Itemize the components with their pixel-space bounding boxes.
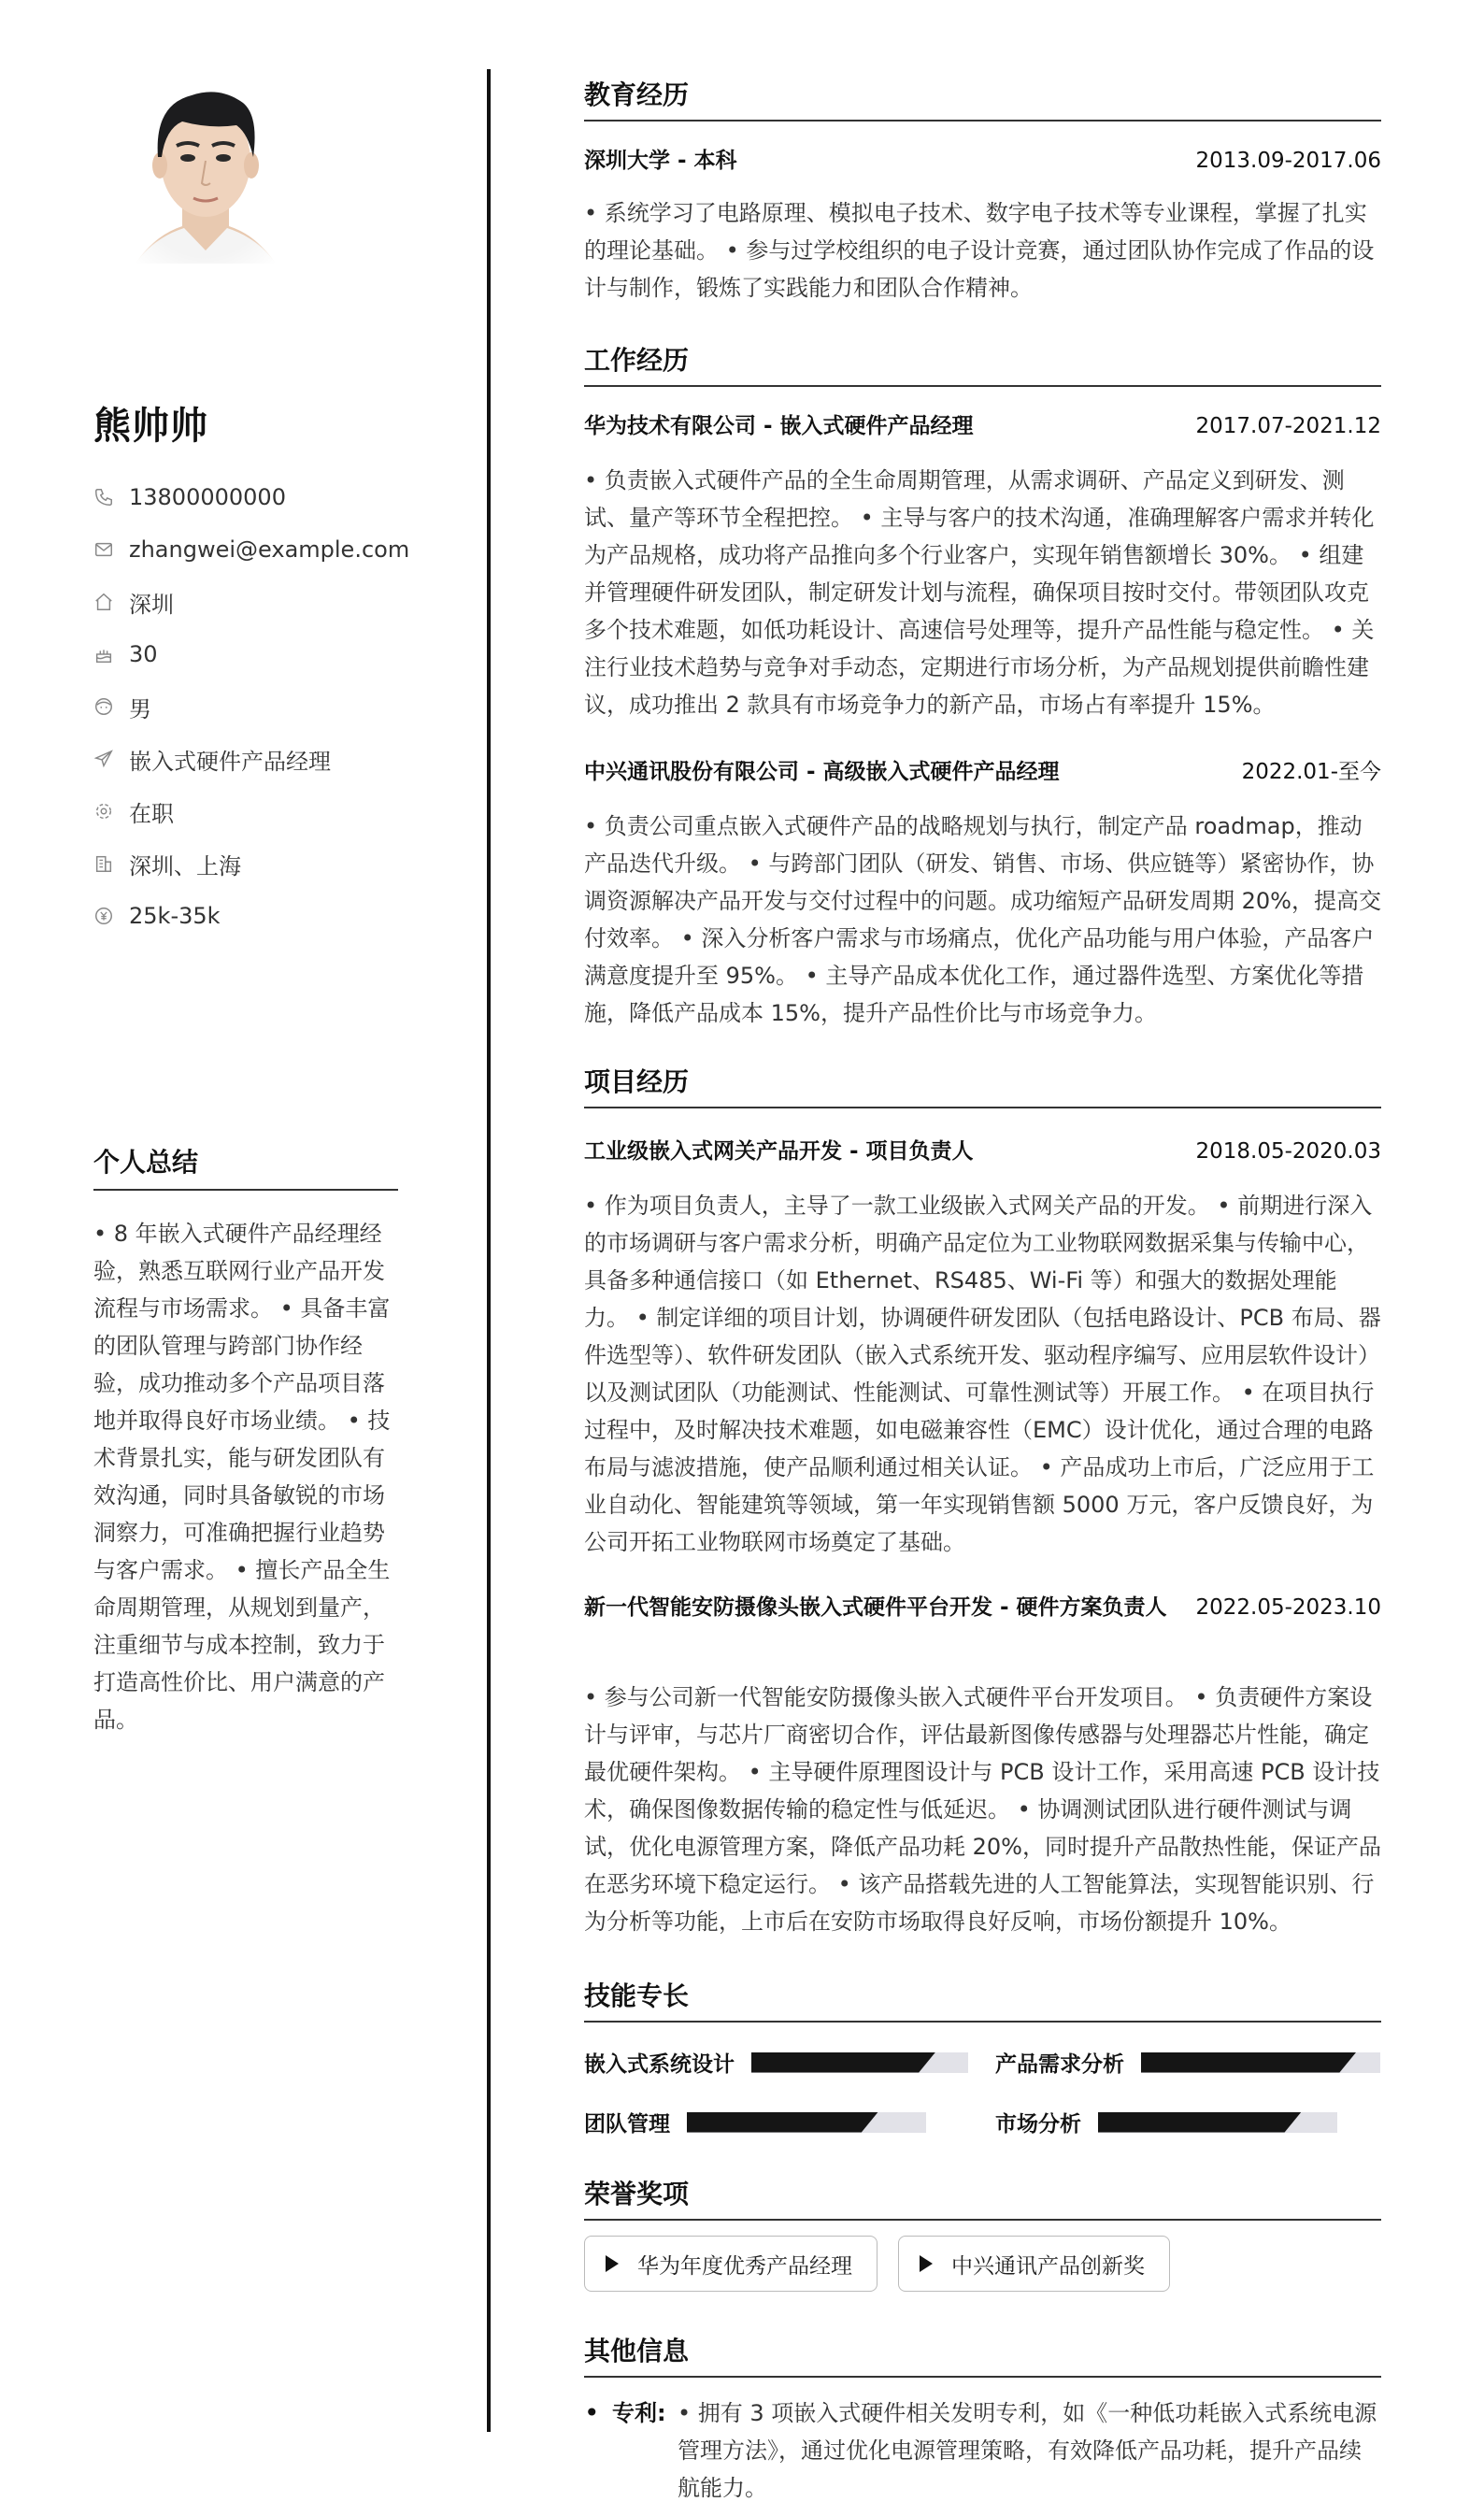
phone-icon: [93, 487, 114, 507]
skill-bar: [1098, 2112, 1337, 2133]
building-icon: [93, 853, 114, 874]
candidate-name: 熊帅帅: [93, 405, 208, 448]
summary-text: • 8 年嵌入式硬件产品经理经验，熟悉互联网行业产品开发流程与市场需求。 • 具备丰富的团队管理与跨部门协作经验，成功推动多个产品项目落地并取得良好市场业绩。 • 技术背景扎实，能与研发团队有效沟通，同时具备敏锐的市场洞察力，可准确把握行业趋势与客户需求。 • 擅长产品全生命周期管理，从规划到量产，注重细节与成本控制，致力于打造高性价比、用户满意的产品。: [93, 1221, 391, 1733]
project-entry-desc: • 作为项目负责人，主导了一款工业级嵌入式网关产品的开发。 • 前期进行深入的市场调研与客户需求分析，明确产品定位为工业物联网数据采集与传输中心，具备多种通信接口（如 Ethernet、RS485、Wi-Fi 等）和强大的数据处理能力。 • 制定详细的项目计划，协调硬件研发团队（包括电路设计、PCB 布局、器件选型等）、软件研发团队（嵌入式系统开发、驱动程序编写、应用层软件设计）以及测试团队（功能测试、性能测试、可靠性测试等）开展工作。 • 在项目执行过程中，及时解决技术难题，如电磁兼容性（EMC）设计优化，通过合理的电路布局与滤波措施，使产品顺利通过相关认证。 • 产品成功上市后，广泛应用于工业自动化、智能建筑等领域，第一年实现销售额 5000 万元，客户反馈良好，为公司开拓工业物联网市场奠定了基础。: [584, 1193, 1381, 1555]
skill-bar-fill: [1098, 2112, 1302, 2133]
project-entry-title: 工业级嵌入式网关产品开发 - 项目负责人: [584, 1139, 974, 1164]
info-email: [93, 523, 467, 576]
info-position: [93, 733, 467, 785]
skill-bar-fill: [751, 2052, 935, 2073]
project-entry-head: [584, 1133, 1381, 1170]
info-city: [93, 576, 467, 628]
skills-title: 技能专长: [584, 1976, 1381, 2023]
skill-bar: [751, 2052, 968, 2073]
other-label: 专利:: [612, 2400, 666, 2426]
gender-value: 男: [129, 695, 151, 722]
award-tag: [584, 2236, 878, 2292]
skill-item: [995, 2047, 1380, 2078]
home-icon: [93, 592, 114, 612]
work-entry-head: [584, 407, 1381, 445]
avatar: [117, 67, 294, 273]
skill-name: 团队管理: [584, 2112, 670, 2137]
phone-value: 13800000000: [129, 484, 286, 510]
skill-item: [584, 2047, 968, 2078]
work-entry-desc: • 负责公司重点嵌入式硬件产品的战略规划与执行，制定产品 roadmap，推动产品迭代升级。 • 与跨部门团队（研发、销售、市场、供应链等）紧密协作，协调资源解决产品开发与交付过程中的问题。成功缩短产品研发周期 20%，提高交付效率。 • 深入分析客户需求与市场痛点，优化产品功能与用户体验，产品客户满意度提升至 95%。 • 主导产品成本优化工作，通过器件选型、方案优化等措施，降低产品成本 15%，提升产品性价比与市场竞争力。: [584, 813, 1381, 1026]
work-entry-title: 华为技术有限公司 - 嵌入式硬件产品经理: [584, 414, 974, 438]
project-entry-desc: • 参与公司新一代智能安防摄像头嵌入式硬件平台开发项目。 • 负责硬件方案设计与评审，与芯片厂商密切合作，评估最新图像传感器与处理器芯片性能，确定最优硬件架构。 • 主导硬件原理图设计与 PCB 设计工作，采用高速 PCB 设计技术，确保图像数据传输的稳定性与低延迟。 • 协调测试团队进行硬件测试与调试，优化电源管理方案，降低产品功耗 20%，同时提升产品散热性能，保证产品在恶劣环境下稳定运行。 • 该产品搭载先进的人工智能算法，实现智能识别、行为分析等功能，上市后在安防市场取得良好反响，市场份额提升 10%。: [584, 1684, 1381, 1935]
info-age: [93, 628, 467, 680]
education-desc: • 系统学习了电路原理、模拟电子技术、数字电子技术等专业课程，掌握了扎实的理论基础。 • 参与过学校组织的电子设计竞赛，通过团队协作完成了作品的设计与制作，锻炼了实践能力和团队合作精神。: [584, 200, 1375, 301]
play-icon: [606, 2255, 619, 2272]
other-entry: [584, 2394, 1381, 2507]
work-entry-date: 2017.07-2021.12: [1195, 414, 1381, 438]
skill-item: [995, 2107, 1337, 2137]
status-value: 在职: [129, 800, 174, 827]
position-value: 嵌入式硬件产品经理: [129, 748, 331, 775]
education-entry-head: [584, 142, 1381, 179]
work-entry-desc: • 负责嵌入式硬件产品的全生命周期管理，从需求调研、产品定义到研发、测试、量产等环节全程把控。 • 主导与客户的技术沟通，准确理解客户需求并转化为产品规格，成功将产品推向多个行业客户，实现年销售额增长 30%。 • 组建并管理硬件研发团队，制定研发计划与流程，确保项目按时交付。带领团队攻克多个技术难题，如低功耗设计、高速信号处理等，提升产品性能与稳定性。 • 关注行业技术趋势与竞争对手动态，定期进行市场分析，为产品规划提供前瞻性建议，成功推出 2 款具有市场竞争力的新产品，市场占有率提升 15%。: [584, 467, 1375, 718]
skill-bar: [687, 2112, 926, 2133]
column-divider: [487, 69, 491, 2432]
mail-icon: [93, 539, 114, 560]
other-title: 其他信息: [584, 2331, 1381, 2378]
project-entry-date: 2018.05-2020.03: [1195, 1139, 1381, 1164]
award-label: 中兴通讯产品创新奖: [951, 2253, 1145, 2279]
target-city-value: 深圳、上海: [129, 852, 241, 879]
skill-name: 产品需求分析: [995, 2052, 1124, 2077]
skill-bar-fill: [687, 2112, 878, 2133]
age-value: 30: [129, 641, 158, 667]
info-phone: [93, 471, 467, 523]
contact-info: [93, 471, 467, 942]
education-title: 教育经历: [584, 75, 1381, 122]
work-entry-head: [584, 753, 1381, 791]
money-icon: [93, 906, 114, 926]
work-title: 工作经历: [584, 340, 1381, 387]
city-value: 深圳: [129, 591, 174, 618]
other-text: • 拥有 3 项嵌入式硬件相关发明专利，如《一种低功耗嵌入式系统电源管理方法》，通过优化电源管理策略，有效降低产品功耗，提升产品续航能力。: [678, 2400, 1377, 2501]
education-school: 深圳大学 - 本科: [584, 149, 737, 173]
education-date: 2013.09-2017.06: [1195, 149, 1381, 173]
awards-title: 荣誉奖项: [584, 2174, 1381, 2221]
person-icon: [93, 696, 114, 717]
email-value: zhangwei@example.com: [129, 536, 410, 563]
award-label: 华为年度优秀产品经理: [637, 2253, 852, 2279]
salary-value: 25k-35k: [129, 903, 221, 929]
summary-title: 个人总结: [93, 1142, 398, 1191]
skill-name: 市场分析: [995, 2112, 1081, 2137]
send-icon: [93, 749, 114, 769]
bullet: •: [584, 2397, 600, 2428]
cake-icon: [93, 644, 114, 665]
skill-name: 嵌入式系统设计: [584, 2052, 735, 2077]
project-entry-head: [584, 1589, 1381, 1626]
project-entry-date: 2022.05-2023.10: [1195, 1595, 1381, 1620]
sidebar: [0, 0, 486, 2516]
skill-bar: [1141, 2052, 1380, 2073]
info-status: [93, 785, 467, 837]
play-icon: [920, 2255, 933, 2272]
work-entry-title: 中兴通讯股份有限公司 - 高级嵌入式硬件产品经理: [584, 760, 1060, 784]
info-target-city: [93, 837, 467, 890]
info-gender: [93, 680, 467, 733]
work-entry-date: 2022.01-至今: [1241, 760, 1381, 784]
status-icon: [93, 801, 114, 822]
skill-bar-fill: [1141, 2052, 1356, 2073]
project-entry-title: 新一代智能安防摄像头嵌入式硬件平台开发 - 硬件方案负责人: [584, 1595, 1167, 1620]
projects-title: 项目经历: [584, 1062, 1381, 1108]
skill-item: [584, 2107, 926, 2137]
info-salary: [93, 890, 467, 942]
award-tag: [898, 2236, 1170, 2292]
